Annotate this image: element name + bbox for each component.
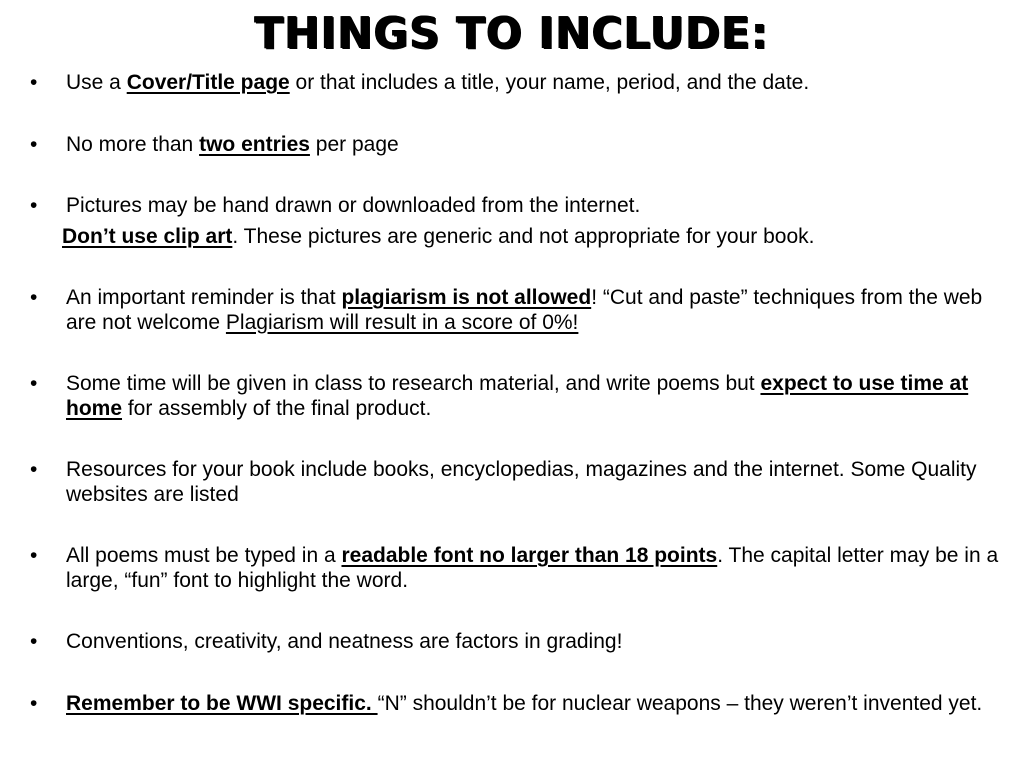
bullet-text: . The capital letter may be in a large, “fun” font to highlight the word. <box>66 544 999 592</box>
bullet-list <box>26 71 1001 716</box>
bullet-dot: • <box>30 71 38 94</box>
slide-title: THINGS TO INCLUDE: <box>254 8 770 59</box>
bullet-wwi-specific <box>26 692 1001 717</box>
bullet-two-entries <box>26 133 1001 158</box>
bullet-text: per page <box>309 132 399 156</box>
bullet-grading <box>26 630 1001 655</box>
bullet-text: Some time will be given in class to research material, and write poems but <box>66 372 761 395</box>
bullet-text: Use a <box>66 71 127 94</box>
bullet-text: Pictures may be hand drawn or downloaded from the internet. <box>66 194 641 217</box>
bullet-resources <box>26 458 1001 507</box>
bullet-dot: • <box>30 544 38 567</box>
bullet-emphasis: Cover/Title page <box>126 71 290 94</box>
bullet-cover-page <box>26 71 1001 96</box>
bullet-font-size <box>26 544 1001 593</box>
bullet-time-at-home <box>26 372 1001 421</box>
bullet-text: An important reminder is that <box>66 286 342 309</box>
bullet-dot: • <box>30 132 38 156</box>
bullet-text: All poems must be typed in a <box>66 544 342 567</box>
bullet-text: Conventions, creativity, and neatness are factors in grading! <box>66 630 623 653</box>
bullet-pictures <box>26 194 1001 219</box>
bullet-dot: • <box>30 630 38 653</box>
bullet-text: for assembly of the final product. <box>122 396 432 420</box>
bullet-dot: • <box>30 372 38 395</box>
bullet-emphasis: plagiarism is not allowed <box>341 286 592 309</box>
bullet-text: ! “Cut and paste” techniques from the web are not welcome <box>66 286 983 334</box>
bullet-dot: • <box>30 194 38 217</box>
bullet-dot: • <box>30 458 38 481</box>
bullet-text: . These pictures are generic and not appropriate for your book. <box>232 224 815 248</box>
bullet-text: Resources for your book include books, encyclopedias, magazines and the internet. Some Quality websites are listed <box>66 458 977 506</box>
bullet-text: No more than <box>66 132 200 156</box>
bullet-emphasis: expect to use time at home <box>66 372 969 420</box>
bullet-emphasis: two entries <box>199 132 310 156</box>
bullet-emphasis: Don’t use clip art <box>62 224 233 248</box>
bullet-text: or that includes a title, your name, period, and the date. <box>289 71 810 94</box>
bullet-dot: • <box>30 286 38 309</box>
bullet-underlined-warning: Plagiarism will result in a score of 0%! <box>225 310 579 334</box>
bullet-dot: • <box>30 691 38 715</box>
bullet-text: “N” shouldn’t be for nuclear weapons – they weren’t invented yet. <box>377 691 983 715</box>
bullet-emphasis: Remember to be WWI specific. <box>66 691 378 715</box>
bullet-emphasis: readable font no larger than 18 points <box>341 544 718 567</box>
bullet-plagiarism <box>26 286 1001 335</box>
bullet-clip-art-note <box>26 225 1001 250</box>
